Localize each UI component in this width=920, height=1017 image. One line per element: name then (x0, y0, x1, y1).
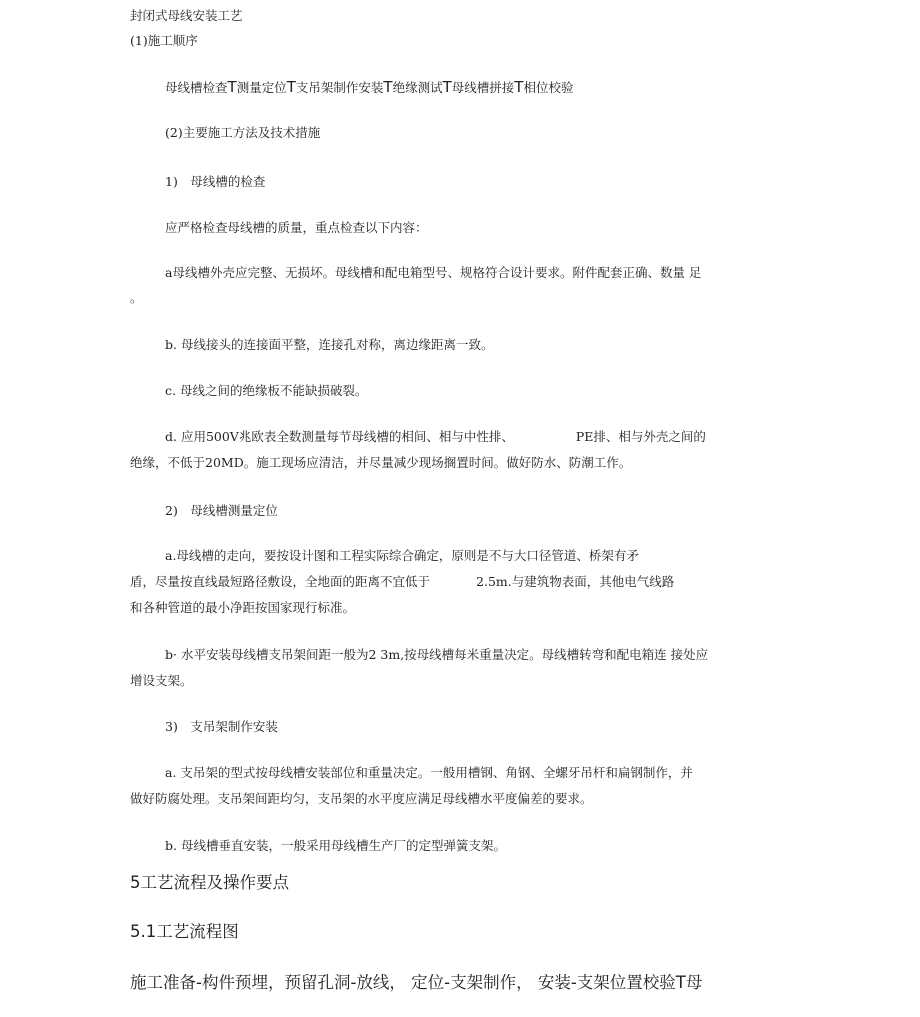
construction-sequence (165, 79, 573, 96)
position-a-line-2-part-a: 盾，尽量按直线最短路径敷设，全地面的距离不宜低于 (130, 574, 431, 589)
item-a-line-1: a母线槽外壳应完整、无损坏。母线槽和配电箱型号、规格符合设计要求。附件配套正确、数量 足 (165, 265, 702, 280)
sequence-step: 绝缘测试 (392, 80, 443, 95)
position-a-line-2-part-b: 2.5m.与建筑物表面，其他电气线路 (476, 574, 675, 589)
support-a-line-2: 做好防腐处理。支吊架间距均匀，支吊架的水平度应满足母线槽水平度偏差的要求。 (130, 791, 593, 806)
sequence-step: 测量定位 (236, 80, 287, 95)
position-a-line-2 (130, 574, 674, 590)
subsection-2-heading: 2) 母线槽测量定位 (165, 503, 278, 518)
heading-5: 5工艺流程及操作要点 (130, 873, 289, 892)
item-d-line-1-part-a: d. 应用500V兆欧表全数测量每节母线槽的相间、相与中性排、 (165, 429, 514, 444)
support-b: b. 母线槽垂直安装，一般采用母线槽生产厂的定型弹簧支架。 (165, 838, 506, 853)
item-b: b. 母线接头的连接面平整，连接孔对称，离边缘距离一致。 (165, 337, 494, 352)
inspection-intro: 应严格检查母线槽的质量，重点检查以下内容： (165, 220, 428, 235)
sequence-step: 母线槽拼接 (451, 80, 515, 95)
position-a-line-1: a.母线槽的走向，要按设计图和工程实际综合确定，原则是不与大口径管道、桥架有矛 (165, 548, 639, 563)
sequence-separator: T (442, 78, 452, 96)
item-d-line-1-part-b: PE排、相与外壳之间的 (575, 429, 706, 444)
sequence-step: 母线槽检查 (165, 80, 228, 95)
item-d-line-2: 绝缘，不低于20MD。施工现场应清洁，并尽量减少现场搁置时间。做好防水、防潮工作。 (130, 455, 632, 470)
doc-title: 封闭式母线安装工艺 (130, 8, 243, 23)
heading-5-1: 5.1工艺流程图 (130, 922, 239, 941)
sequence-separator: T (227, 78, 237, 96)
position-b-line-2: 增设支架。 (130, 673, 193, 688)
sequence-step: 相位校验 (523, 80, 574, 95)
position-b-line-1: b· 水平安装母线槽支吊架间距一般为2 3m,按母线槽每米重量决定。母线槽转弯和配电箱连 接处应 (165, 647, 709, 662)
section-1-heading: (1)施工顺序 (130, 33, 198, 48)
item-a-line-2: 。 (130, 290, 143, 305)
sequence-separator: T (514, 78, 524, 96)
item-c: c. 母线之间的绝缘板不能缺损破裂。 (165, 383, 368, 398)
position-a-line-3: 和各种管道的最小净距按国家现行标准。 (130, 600, 356, 615)
item-d-line-1 (165, 429, 706, 445)
process-flow-line: 施工准备-构件预埋，预留孔洞-放线， 定位-支架制作， 安装-支架位置校验T母 (130, 973, 703, 992)
subsection-1-heading: 1) 母线槽的检查 (165, 174, 266, 189)
section-2-heading: (2)主要施工方法及技术措施 (165, 125, 321, 140)
subsection-3-heading: 3) 支吊架制作安装 (165, 719, 278, 734)
sequence-separator: T (286, 78, 296, 96)
sequence-step: 支吊架制作安装 (295, 80, 384, 95)
support-a-line-1: a. 支吊架的型式按母线槽安装部位和重量决定。一般用槽钢、角钢、全螺牙吊杆和扁钢制作，并 (165, 765, 693, 780)
sequence-separator: T (383, 78, 393, 96)
